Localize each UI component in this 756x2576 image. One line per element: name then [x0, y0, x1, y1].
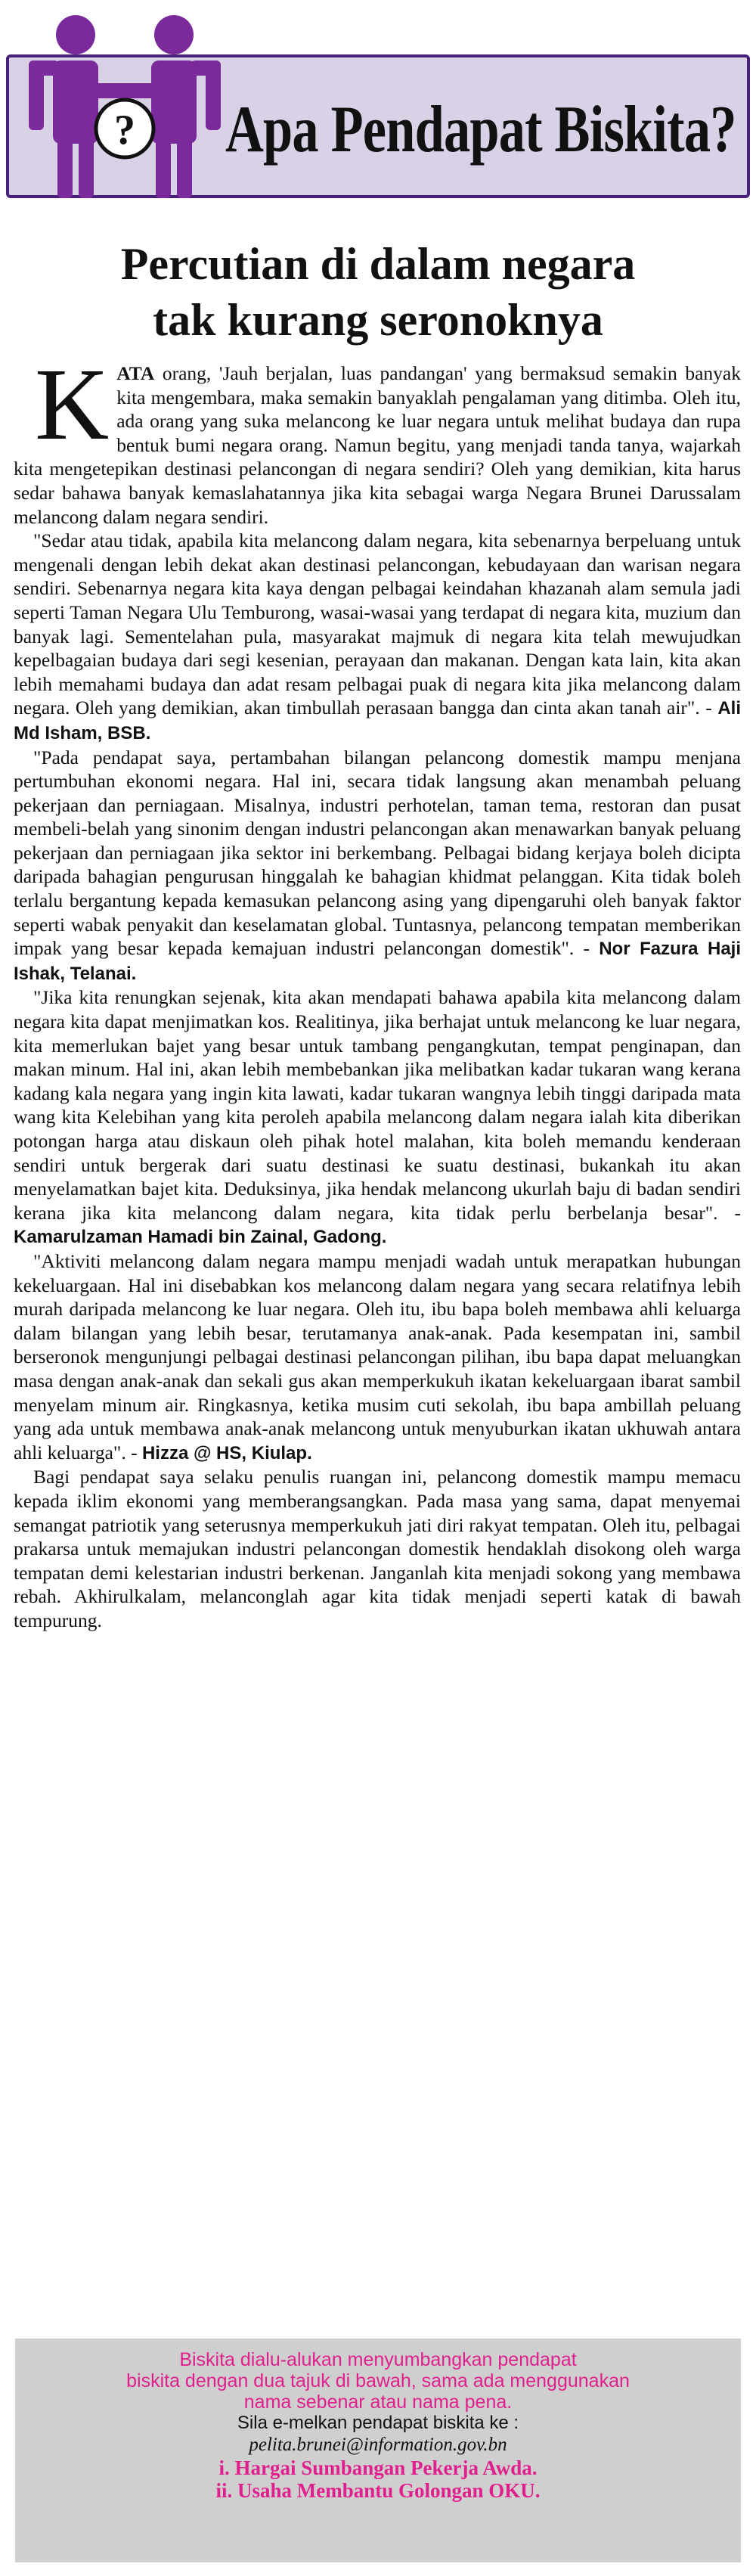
footer-invite-line-3: nama sebenar atau nama pena.	[243, 2391, 513, 2413]
opinion-1-author: Ali Md Isham, BSB.	[14, 698, 741, 743]
banner-title: Apa Pendapat Biskita?	[225, 93, 736, 166]
headline	[15, 236, 741, 348]
footer-invite	[53, 2349, 703, 2413]
article-body	[14, 348, 742, 1632]
footer-email-label: Sila e-melkan pendapat biskita ke :	[237, 2413, 519, 2433]
paragraph-intro	[14, 348, 741, 529]
paragraph-opinion-4	[14, 1249, 741, 1465]
conclusion-text: Bagi pendapat saya selaku penulis ruangan ini, pelancong domestik mampu memacu kepada iklim ekonomi yang memberangsangkan. Pada masa yang sama, dapat menyemai semangat patriotik yang seterusnya memperkukuh jati diri rakyat tempatan. Oleh itu, pelbagai prakarsa untuk memajukan industri pelancongan domestik hendaklah disokong oleh warga tempatan demi kelestarian industri berkenan. Janganlah kita menjadi sokong yang membawa rebah. Akhirulkalam, melanconglah agar kita tidak menjadi seperti katak di bawah tempurung.	[14, 1466, 741, 1631]
opinion-2-author: Nor Fazura Haji Ishak, Telanai.	[14, 939, 742, 984]
footer-box	[15, 2339, 741, 2562]
opinion-1-text: "Sedar atau tidak, apabila kita melancong dalam negara, kita sebenarnya berpeluang untuk mengenali dengan lebih dekat akan destinasi pelancongan, kebudayaan dan warisan negara sendiri. Sebenarnya negara kita kaya dengan pelbagai keindahan khazanah alam semula jadi seperti Taman Negara Ulu Temburong, wasai-wasai yang terdapat di negara kita, muzium dan banyak lagi. Sementelahan pula, masyarakat majmuk di negara kita telah mewujudkan kepelbagaian budaya dari segi kesenian, perayaan dan makanan. Dengan kata lain, kita akan lebih memahami budaya dan adat resam pelbagai puak di negara kita jika melancong dalam negara. Oleh yang demikian, akan timbullah perasaan bangga dan cinta akan tanah air". -	[14, 529, 741, 719]
opinion-4-text: "Aktiviti melancong dalam negara mampu menjadi wadah untuk merapatkan hubungan kekeluargaan. Hal ini disebabkan kos melancong dalam negara yang secara relatifnya lebih murah daripada melancong ke luar negara. Oleh itu, ibu bapa boleh membawa ahli keluarga dalam bilangan yang lebih besar, terutamanya anak-anak. Pada kesempatan ini, sambil berseronok mengunjungi pelbagai destinasi pelancongan pilihan, ibu bapa dapat meluangkan masa dengan anak-anak dan sekali gus akan memperkukuh ikatan kekeluargaan ibarat sambil menyelam minum air. Ringkasnya, ketika musim cuti sekolah, ibu bapa ambillah peluang yang ada untuk membawa anak-anak melancong untuk menyuburkan ikatan ukhuwah antara ahli keluarga". -	[14, 1249, 741, 1463]
opinion-2-text: "Pada pendapat saya, pertambahan bilangan pelancong domestik mampu menjana pertumbuhan ekonomi negara. Hal ini, secara tidak langsung akan menambah peluang pekerjaan dan perniagaan. Misalnya, industri perhotelan, taman tema, restoran dan pusat membeli-belah yang sinonim dengan industri pelancongan akan menawarkan banyak peluang pekerjaan dan perniagaan jika sektor ini berkembang. Pelbagai bidang kerjaya boleh dicipta daripada bahagian pengurusan hinggalah ke bahagian khidmat pelanggan. Kita tidak boleh terlalu bergantung kepada kemasukan pelancong asing yang dipengaruhi oleh banyak faktor seperti wabak penyakit dan keselamatan global. Tuntasnya, pelancong tempatan memberikan impak yang besar kepada kemajuan industri pelancongan domestik". -	[14, 746, 741, 960]
paragraph-opinion-1	[14, 529, 741, 745]
paragraph-conclusion	[14, 1465, 741, 1632]
paragraph-opinion-3	[14, 985, 741, 1249]
headline-line-1: Percutian di dalam negara	[120, 239, 636, 289]
question-mark: ?	[114, 107, 135, 154]
paragraph-opinion-2	[14, 746, 741, 986]
opinion-4-author: Hizza @ HS, Kiulap.	[141, 1442, 312, 1463]
opinion-3-text: "Jika kita renungkan sejenak, kita akan mendapati bahawa apabila kita melancong dalam negara kita dapat menjimatkan kos. Realitinya, jika berhajat untuk melancong ke luar negara, kita memerlukan bajet yang besar untuk tambang pengangkutan, tempat penginapan, dan makan minum. Hal ini, akan lebih membebankan jika melibatkan kadar tukaran wang kerana kadang kala negara yang ingin kita lawati, kadar tukaran wangnya lebih tinggi daripada mata wang kita Kelebihan yang kita peroleh apabila melancong dalam negara ialah kita diberikan potongan harga atau diskaun oleh pihak hotel malahan, kita boleh memandu kenderaan sendiri untuk bergerak dari suatu destinasi ke suatu destinasi, bukankah itu akan menyelamatkan bajet kita. Deduksinya, jika hendak melancong ukurlah baju di badan sendiri kerana jika kita melancong dalam negara, kita tidak perlu berbelanja besar". -	[14, 986, 741, 1224]
footer-topic-2: ii. Usaha Membantu Golongan OKU.	[215, 2479, 541, 2502]
intro-text: orang, 'Jauh berjalan, luas pandangan' yang bermaksud semakin banyak kita mengembara, maka semakin banyaklah pengalaman yang ditimba. Oleh itu, ada orang yang suka melancong ke luar negara untuk melihat budaya dan rupa bentuk bumi negara orang. Namun begitu, yang menjadi tanda tanya, wajarkah kita mengetepikan destinasi pelancongan di negara sendiri? Oleh yang demikian, kita harus sedar bahawa banyak kemaslahatannya jika kita sebagai warga Negara Brunei Darussalam melancong dalam negara sendiri.	[14, 362, 741, 528]
footer-topic-1: i. Hargai Sumbangan Pekerja Awda.	[218, 2457, 538, 2479]
two-people-question-icon	[6, 8, 256, 204]
header-banner	[6, 8, 750, 204]
drop-cap: K	[35, 348, 110, 461]
footer-invite-line-1: Biskita dialu-alukan menyumbangkan pendapat	[179, 2349, 577, 2370]
headline-line-2: tak kurang seronoknya	[153, 295, 603, 345]
footer-invite-line-2: biskita dengan dua tajuk di bawah, sama ada menggunakan	[126, 2370, 630, 2391]
intro-bold-word: ATA	[116, 362, 155, 384]
opinion-3-author: Kamarulzaman Hamadi bin Zainal, Gadong.	[14, 1227, 387, 1248]
footer-email-link[interactable]: pelita.brunei@information.gov.bn	[249, 2435, 507, 2455]
